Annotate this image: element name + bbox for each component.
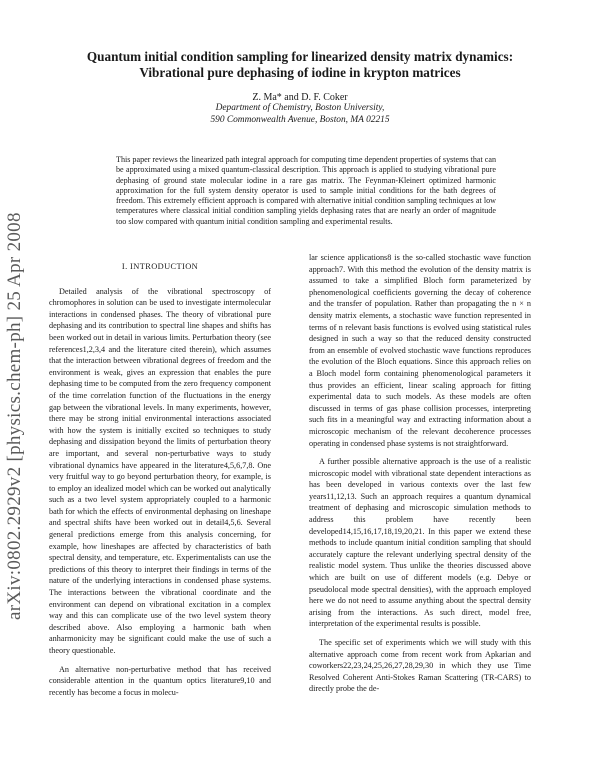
body-paragraph: The specific set of experiments which we will study with this alternative approach come from recent work from Apkarian and coworkers22,23,24,25,26,27,28,29,30 in which they use Time Resolved Coherent Anti-Stokes Raman Scattering (TR-CARS) to directly probe the de- (309, 638, 531, 694)
right-column (309, 252, 531, 702)
body-paragraph: An alternative non-perturbative method that has received considerable attention in the quantum optics literature9,10 and recently has become a focus in molecu- (49, 664, 271, 697)
paper-title (70, 49, 530, 81)
abstract: This paper reviews the linearized path integral approach for computing time dependent properties of systems that can be approximated using a mixed quantum-classical description. This approach is applied to studying vibrational pure dephasing of ground state molecular iodine in a rare gas matrix. The Feynman-Kleinert optimized harmonic approximation for the full system density operator is used to sample initial conditions for the bath degrees of freedom. This extremely efficient approach is compared with alternative initial condition sampling techniques at low temperatures where classical initial condition sampling yields dephasing rates that are nearly an order of magnitude too slow compared with quantum initial condition sampling and experimental results. (116, 155, 496, 226)
affiliation-line-1: Department of Chemistry, Boston University, (215, 103, 385, 113)
body-paragraph: A further possible alternative approach is the use of a realistic microscopic model with vibrational state dependent interactions as has been developed in various contexts over the last few years11,12,13. Such an approach requires a quantum dynamical treatment of dephasing and microscopic simulation methods to address this problem have recently been developed14,15,16,17,18,19,20,21. In this paper we extend these methods to include quantum initial condition sampling that should accurately capture the relevant underlying spectral density of the realistic model system. Thus unlike the theories discussed above which are built on use of different models (e.g. Debye or pseudolocal mode spectral densities), with the approach employed here we do not need to assume anything about the spectral density arising from the interactions. As such direct, model free, interpretation of the experimental results is possible. (309, 457, 531, 629)
body-paragraph: lar science applications8 is the so-called stochastic wave function approach7. With this method the evolution of the density matrix is assumed to take a simplified Bloch form parameterized by phenomenological coefficients governing the decay of coherence and the transfer of population. Rather than propagating the n × n density matrix elements, a stochastic wave function represented in terms of n relevant basis functions is evolved using statistical rules designed in such a way so that the reduced density constructed from an ensemble of evolved stochastic wave functions reproduces the evolution of the Bloch equations. Since this approach relies on a Bloch model form containing phenomenological parameters it thus provides an efficient, linear scaling approach for fitting experimental data to such models. As these models are often discussed in terms of gas phase collision processes, interpreting such fits in a meaningful way and extracting information about a microscopic mechanism of the relevant decoherence processes operating in condensed phase systems is not straightforward. (309, 253, 531, 448)
author-list: Z. Ma* and D. F. Coker (252, 92, 348, 103)
left-column (49, 257, 271, 705)
section-heading: I. INTRODUCTION (121, 262, 199, 271)
affiliation-line-2: 590 Commonwealth Avenue, Boston, MA 02215 (210, 114, 390, 125)
body-paragraph: Detailed analysis of the vibrational spectroscopy of chromophores in solution can be used to investigate intermolecular interactions in condensed phases. The theory of vibrational pure dephasing and its contribution to spectral line shapes and shifts has been worked out in detail in various limits. Perturbation theory (see references1,2,3,4 and the literature cited therein), which assumes that the interaction between vibrational degrees of freedom and the environment is weak, gives an expression that enables the pure dephasing time to be computed from the zero frequency component of the time correlation function of the fluctuations in the energy gap between the vibrational levels. In many experiments, however, there may be strong initial environmental interactions associated with how the system is initially excited so techniques to study dephasing and dissipation beyond the limits of perturbation theory are important, and several non-perturbative ways to study vibrational dynamics have appeared in the literature4,5,6,7,8. One very fruitful way to go beyond perturbation theory, for example, is to employ an idealized model which can be worked out analytically such as a two level system appropriately coupled to a harmonic bath for which the effects of environmental dephasing on lineshape and spectral shifts have been worked out in detail4,5,6. Several general predictions emerge from this analysis concerning, for example, how lineshapes are affected by characteristics of bath spectral density, and temperature, etc. Experimentalists can use the predictions of this theory to interpret their findings in terms of the nature of the underlying interactions in condensed phase systems. The interactions between the vibrational coordinate and the environment can depend on vibrational excitation in a complex way and this can complicate use of the two level system theory described above. Also employing a harmonic bath when anharmonicity may be significant could make the use of such a theory questionable. (49, 286, 271, 655)
title-line-2: Vibrational pure dephasing of iodine in krypton matrices (139, 65, 461, 80)
affiliation (70, 103, 530, 126)
arxiv-identifier: arXiv:0802.2929v2 [physics.chem-ph] 25 Apr 2008 (4, 212, 25, 620)
title-line-1: Quantum initial condition sampling for linearized density matrix dynamics: (86, 49, 514, 64)
